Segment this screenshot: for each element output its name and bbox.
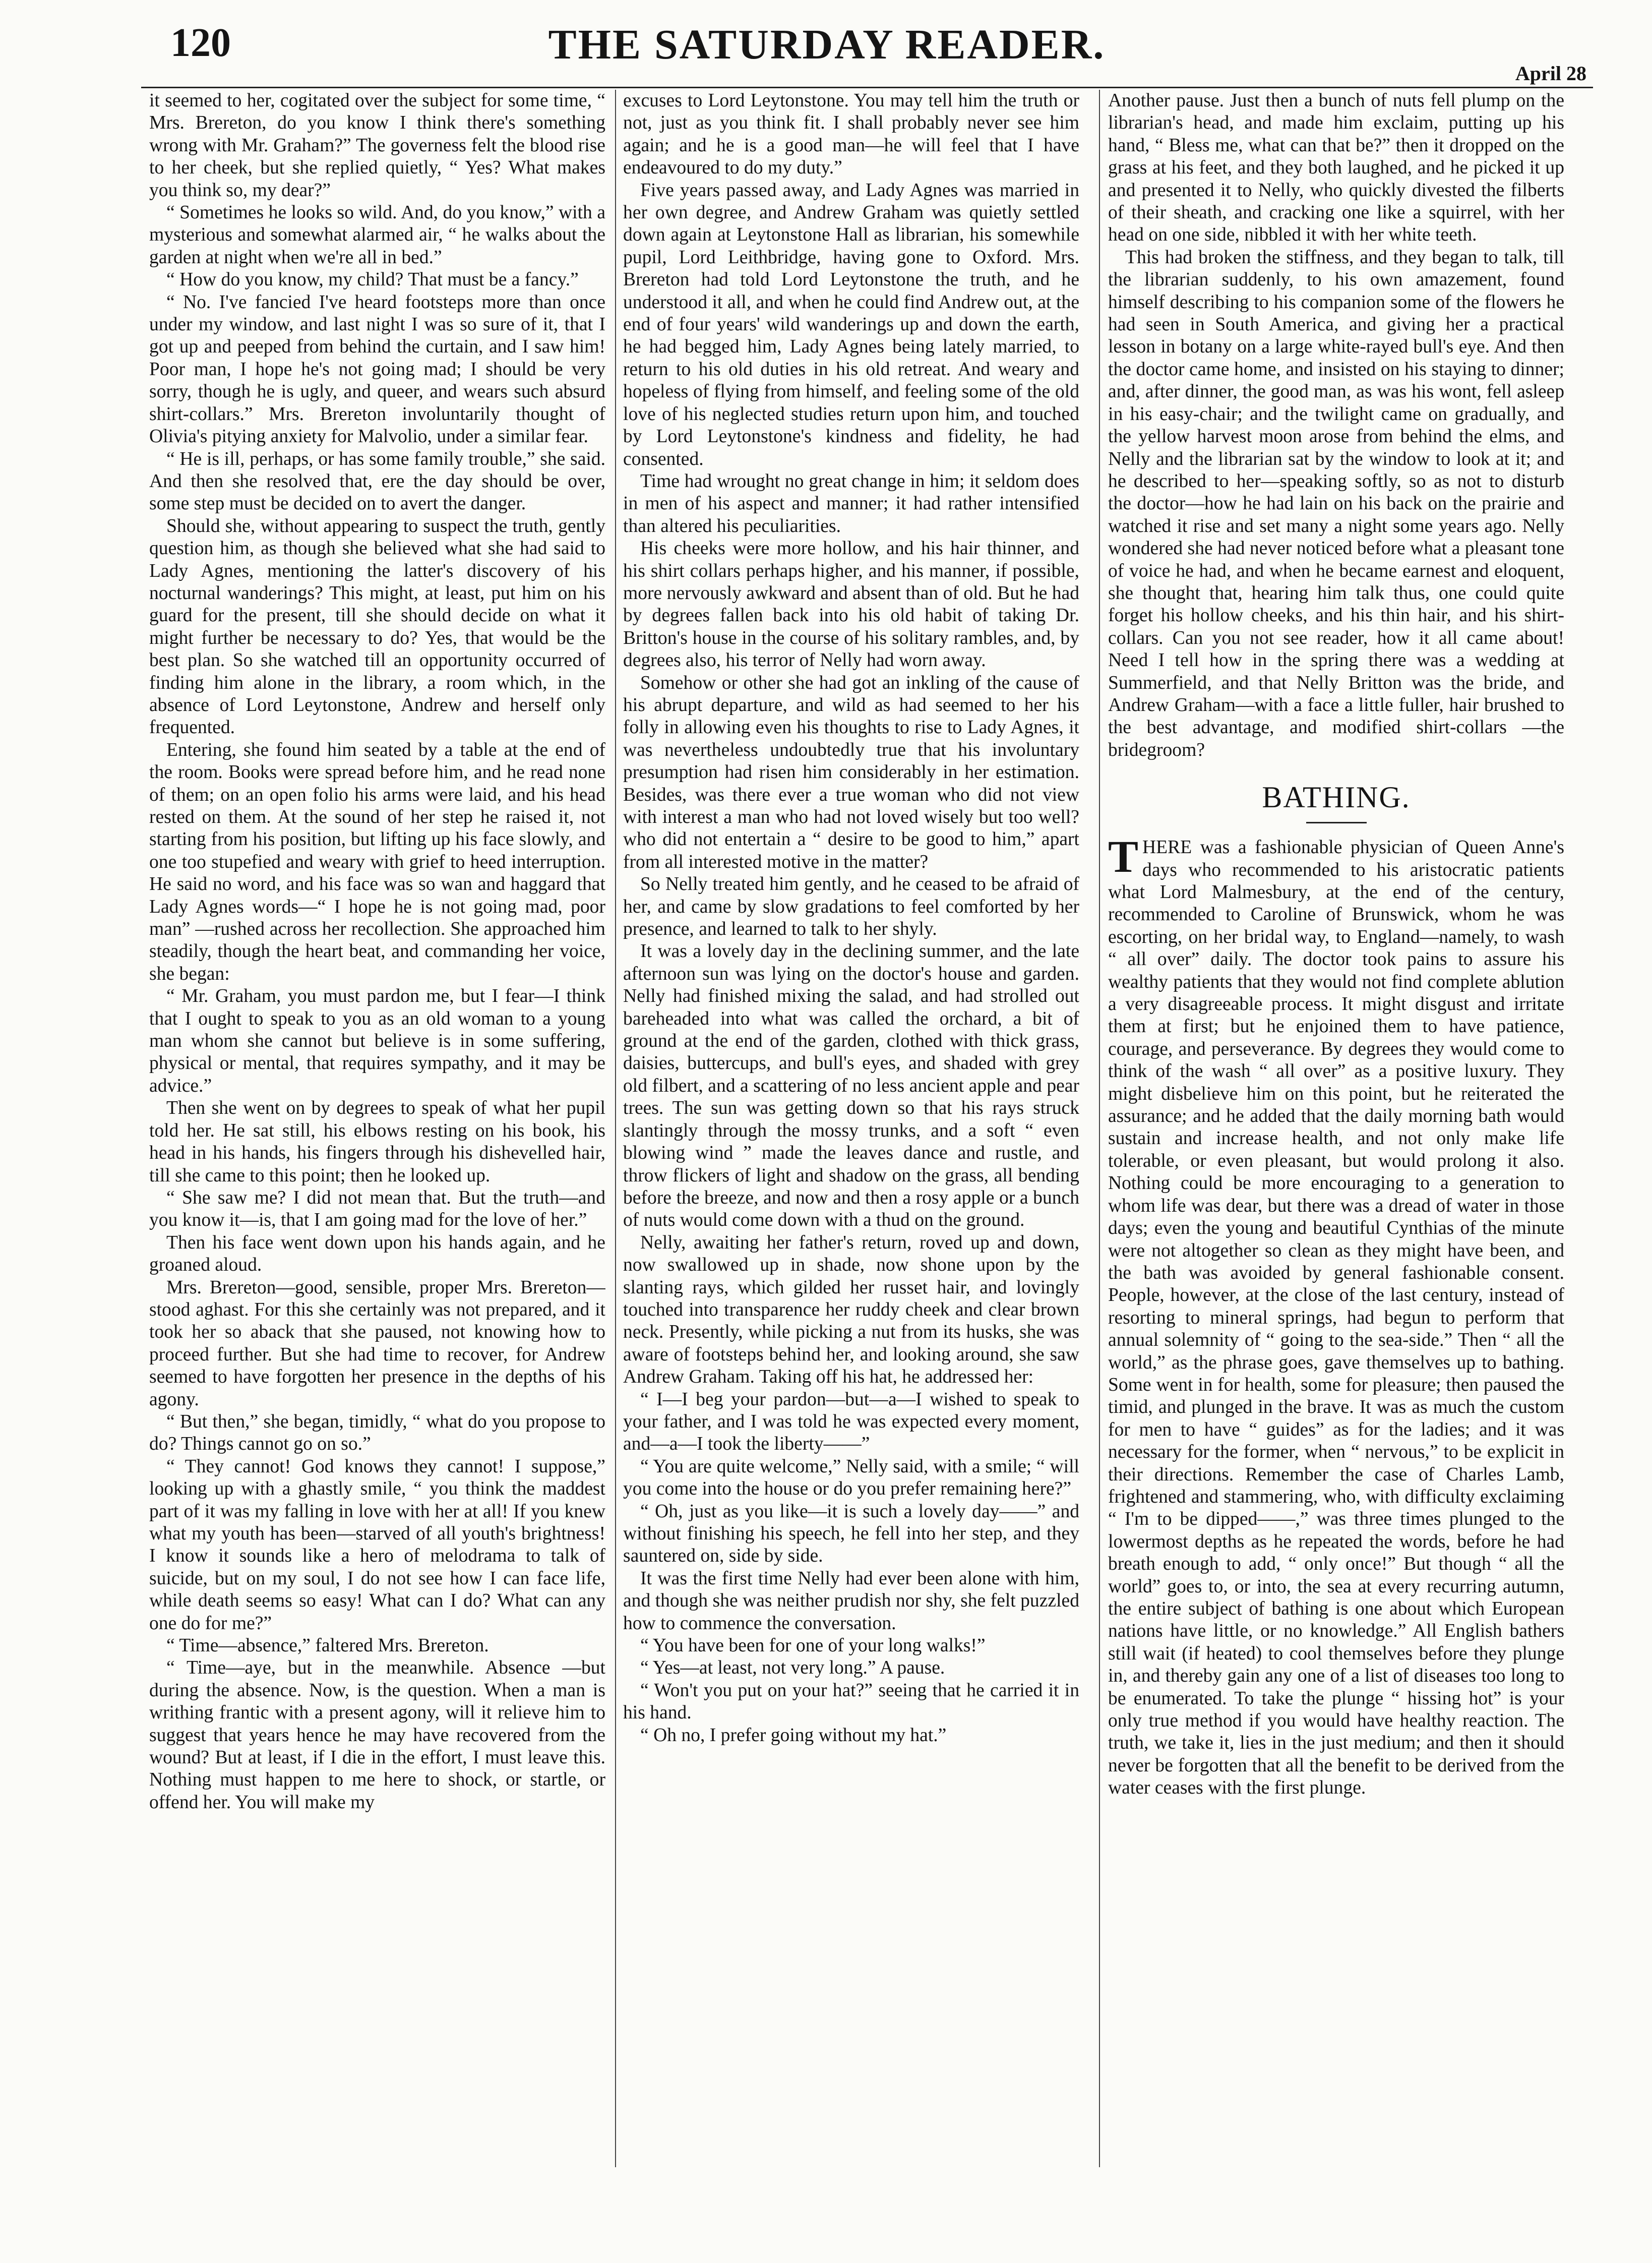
column-divider [1099,90,1100,2167]
article-lead-paragraph [1108,832,1564,1799]
paragraph: “ Won't you put on your hat?” seeing that he carried it in his hand. [623,1680,1079,1723]
paragraph: Then she went on by degrees to speak of what her pupil told her. He sat still, his elbows resting on his book, his head in his hands, his fingers through his dishevelled hair, till she came to this point; then he looked up. [149,1098,605,1186]
paragraph: “ You have been for one of your long walks!” [640,1635,986,1656]
paragraph: Mrs. Brereton—good, sensible, proper Mrs. Brereton—stood aghast. For this she certainly was not prepared, and it took her so aback that she paused, not knowing how to proceed further. But she had time to recover, for Andrew seemed to have forgotten her presence in the depths of his agony. [149,1277,605,1410]
paragraph: it seemed to her, cogitated over the subject for some time, “ Mrs. Brereton, do you know I think there's something wrong with Mr. Graham?” The governess felt the blood rise to her cheek, but she replied quietly, “ Yes? What makes you think so, my dear?” [149,90,605,201]
paragraph: Another pause. Just then a bunch of nuts fell plump on the librarian's head, and made him exclaim, putting up his hand, “ Bless me, what can that be?” then it dropped on the grass at his feet, and they both laughed, and he picked it up and presented it to Nelly, who quickly divested the filberts of their sheath, and cracking one like a squirrel, with her head on one side, nibbled it with her white teeth. [1108,90,1564,246]
paragraph: It was a lovely day in the declining summer, and the late afternoon sun was lying on the doctor's house and garden. Nelly had finished mixing the salad, and had strolled out bareheaded into what was called the orchard, a bit of ground at the end of the garden, clothed with thick grass, daisies, buttercups, and bull's eyes, and shaded with grey old filbert, and a scattering of no less ancient apple and pear trees. The sun was getting down so that his rays struck slantingly through the mossy trunks, and a soft “ even blowing wind ” made the leaves dance and rustle, and throw flickers of light and shadow on the grass, all bending before the breeze, and now and then a rosy apple or a bunch of nuts would come down with a thud on the ground. [623,941,1079,1231]
article-heading: BATHING. [1262,781,1411,814]
paragraph: “ You are quite welcome,” Nelly said, with a smile; “ will you come into the house or do you prefer remaining here?” [623,1456,1079,1500]
heading-rule [1306,822,1367,823]
paragraph: Should she, without appearing to suspect the truth, gently question him, as though she believed what she had said to Lady Agnes, mentioning the latter's discovery of his nocturnal wanderings? This might, at least, put him on his guard for the present, till she should decide on what it might further be necessary to do? Yes, that would be the best plan. So she watched till an opportunity occurred of finding him alone in the library, a room which, in the absence of Lord Leytonstone, Andrew and herself only frequented. [149,515,605,738]
paragraph: “ He is ill, perhaps, or has some family trouble,” she said. And then she resolved that, ere the day should be over, some step must be decided on to avert the danger. [149,448,605,514]
paragraph: Time had wrought no great change in him; it seldom does in men of his aspect and manner; it had rather intensified than altered his peculiarities. [623,470,1079,537]
paragraph: “ No. I've fancied I've heard footsteps more than once under my window, and last night I was so sure of it, that I got up and peeped from behind the curtain, and I saw him! Poor man, I hope he's not going mad; I should be very sorry, though he is ugly, and queer, and wears such absurd shirt-collars.” Mrs. Brereton involuntarily thought of Olivia's pitying anxiety for Malvolio, under a similar fear. [149,291,605,447]
paragraph: “ Sometimes he looks so wild. And, do you know,” with a mysterious and somewhat alarmed air, “ he walks about the garden at night when we're all in bed.” [149,202,605,268]
paragraph: “ Time—absence,” faltered Mrs. Brereton. [166,1635,489,1656]
article-body: was a fashionable physician of Queen Anne's days who recommended to his aristocratic patients what Lord Malmesbury, at the end of the century, recommended to Caroline of Brunswick, whom he was escorting, on her bridal way, to England—namely, to wash “ all over” daily. The doctor took pains to assure his wealthy patients that they would not find complete ablution a very disagreeable process. It might disgust and irritate them at first; but he enjoined them to have patience, courage, and perseverance. By degrees they would come to think of the wash “ all over” as a positive luxury. They might disbelieve him on this point, but he reiterated the assurance; and he added that the daily morning bath would sustain and increase health, and not only make life tolerable, or even pleasant, but would prolong it also. Nothing could be more encouraging to a generation to whom life was dear, but there was a dread of water in those days; even the young and beautiful Cynthias of the minute were not altogether so clean as they might have been, and the bath was avoided by general fashionable consent. People, however, at the close of the last century, instead of resorting to mineral springs, had begun to perform that annual solemnity of “ going to the sea-side.” Then “ all the world,” as the phrase goes, gave themselves up to bathing. Some went in for health, some for pleasure; then paused the timid, and plunged in the brave. It was as much the custom for men to have “ guides” as for the ladies; and it was necessary for the former, when “ nervous,” to be explicit in their directions. Remember the case of Charles Lamb, frightened and stammering, who, with difficulty exclaiming “ I'm to be dipped——,” was three times plunged to the lowermost depths as he repeated the words, before he had breath enough to add, “ only once!” But though “ all the world” goes to, or into, the sea at every recurring autumn, the entire subject of bathing is one about which European nations have little, or no knowledge.” All English bathers still wait (if heated) to cool themselves before they plunge in, and thereby gain any one of a list of diseases too long to be enumerated. To take the plunge “ hissing hot” is your only true method if you would have healthy reaction. The truth, we take it, lies in the just medium; and then it should never be forgotten that all the benefit to be derived from the water ceases with the first plunge. [1108,837,1564,1799]
paragraph: His cheeks were more hollow, and his hair thinner, and his shirt collars perhaps higher, and his manner, if possible, more nervously awkward and absent than of old. But he had by degrees fallen back into his old habit of taking Dr. Britton's house in the course of his solitary rambles, and, by degrees also, his terror of Nelly had worn away. [623,538,1079,671]
paragraph: This had broken the stiffness, and they began to talk, till the librarian suddenly, to his own amazement, found himself describing to his companion some of the flowers he had seen in South America, and giving her a practical lesson in botany on a large white-rayed bull's eye. And then the doctor came home, and insisted on his staying to dinner; and, after dinner, the good man, as was his wont, fell asleep in his easy-chair; and the twilight came on gradually, and the yellow harvest moon arose from behind the elms, and Nelly and the librarian sat by the window to look at it; and he described to her—speaking softly, so as not to disturb the doctor—how he had lain on his back on the prairie and watched it rise and set many a night some years ago. Nelly wondered she had never noticed before what a pleasant tone of voice he had, and when he became earnest and eloquent, she thought that, hearing him talk thus, one could quite forget his hollow cheeks, and his thin hair, and his shirt-collars. Can you not see reader, how it all came about! Need I tell how in the spring there was a wedding at Summerfield, and that Nelly Britton was the bride, and Andrew Graham—with a face a little fuller, hair brushed to the best advantage, and modified shirt-collars —the bridegroom? [1108,247,1564,760]
paragraph: Then his face went down upon his hands again, and he groaned aloud. [149,1232,605,1276]
page-number: 120 [170,21,231,65]
header-rule [141,87,1593,88]
paragraph: “ How do you know, my child? That must be a fancy.” [166,269,579,290]
issue-date: April 28 [1515,62,1586,85]
paragraph: “ But then,” she began, timidly, “ what do you propose to do? Things cannot go on so.” [149,1411,605,1455]
paragraph: “ I—I beg your pardon—but—a—I wished to speak to your father, and I was told he was expected every moment, and—a—I took the liberty——” [623,1389,1079,1455]
paragraph: excuses to Lord Leytonstone. You may tell him the truth or not, just as you think fit. I shall probably never see him again; and he is a good man—he will feel that I have endeavoured to do my duty.” [623,90,1079,178]
paragraph: Five years passed away, and Lady Agnes was married in her own degree, and Andrew Graham was quietly settled down again at Leytonstone Hall as librarian, his somewhile pupil, Lord Leithbridge, having gone to Oxford. Mrs. Brereton had told Lord Leytonstone the truth, and he understood it all, and when he could find Andrew out, at the end of four years' wild wanderings up and down the earth, he had begged him, Lady Agnes being lately married, to return to his old duties in his old retreat. And weary and hopeless of flying from himself, and feeling some of the old love of his neglected studies return upon him, and touched by Lord Leytonstone's kindness and fidelity, he had consented. [623,180,1079,469]
column-2 [623,90,1079,2167]
column-3 [1108,90,1564,2167]
paragraph: “ Mr. Graham, you must pardon me, but I fear—I think that I ought to speak to you as an old woman to a young man whom she cannot but believe is in some suffering, physical or mental, that requires sympathy, and it may be advice.” [149,986,605,1096]
paragraph: “ She saw me? I did not mean that. But the truth—and you know it—is, that I am going mad for the love of her.” [149,1187,605,1231]
column-1 [149,90,605,2167]
paragraph: “ Oh, just as you like—it is such a lovely day——” and without finishing his speech, he fell into her step, and they sauntered on, side by side. [623,1501,1079,1567]
paragraph: Entering, she found him seated by a table at the end of the room. Books were spread before him, and he read none of them; on an open folio his arms were laid, and his head rested on them. At the sound of her step he raised it, not starting from his position, but lifting up his face slowly, and one too stupefied and weary with grief to heed interruption. He said no word, and his face was so wan and haggard that Lady Agnes words—“ I hope he is not going mad, poor man” —rushed across her recollection. She approached him steadily, though the heart beat, and commanding her voice, she began: [149,739,605,984]
paragraph: “ Yes—at least, not very long.” A pause. [640,1657,945,1679]
paragraph: “ They cannot! God knows they cannot! I suppose,” looking up with a ghastly smile, “ you think the maddest part of it was my falling in love with her at all! If you knew what my youth has been—starved of all youth's brightness! I know it sounds like a hero of melodrama to talk of suicide, but on my soul, I do not see how I can face life, while death seems so easy! What can I do? What can any one do for me?” [149,1456,605,1634]
paragraph: So Nelly treated him gently, and he ceased to be afraid of her, and came by slow gradations to feel comforted by her presence, and learned to talk to her shyly. [623,874,1079,940]
column-divider [615,90,616,2167]
paragraph: Nelly, awaiting her father's return, roved up and down, now swallowed up in shade, now shone upon by the slanting rays, which gilded her russet hair, and lovingly touched into transparence her ruddy cheek and clear brown neck. Presently, while picking a nut from its husks, she was aware of footsteps behind her, and looking around, she saw Andrew Graham. Taking off his hat, he addressed her: [623,1232,1079,1388]
masthead-title: THE SATURDAY READER. [548,21,1106,68]
paragraph: Somehow or other she had got an inkling of the cause of his abrupt departure, and wild as had seemed to her his folly in allowing even his thoughts to rise to Lady Agnes, it was nevertheless undoubtedly true that his involuntary presumption had risen him considerably in her estimation. Besides, was there ever a true woman who did not view with interest a man who had not loved wisely but too well? who did not entertain a “ desire to be good to him,” apart from all interested motive in the matter? [623,672,1079,872]
paragraph: “ Time—aye, but in the meanwhile. Absence —but during the absence. Now, is the question. When a man is writhing frantic with a present agony, will it relieve him to suggest that years hence he may have recovered from the wound? But at least, if I die in the effort, I must leave this. Nothing must happen to me here to shock, or startle, or offend her. You will make my [149,1657,605,1813]
drop-cap: T [1108,832,1139,882]
paragraph: It was the first time Nelly had ever been alone with him, and though she was neither prudish nor shy, she felt puzzled how to commence the conversation. [623,1568,1079,1634]
first-word: HERE [1142,837,1192,858]
paragraph: “ Oh no, I prefer going without my hat.” [640,1724,947,1746]
